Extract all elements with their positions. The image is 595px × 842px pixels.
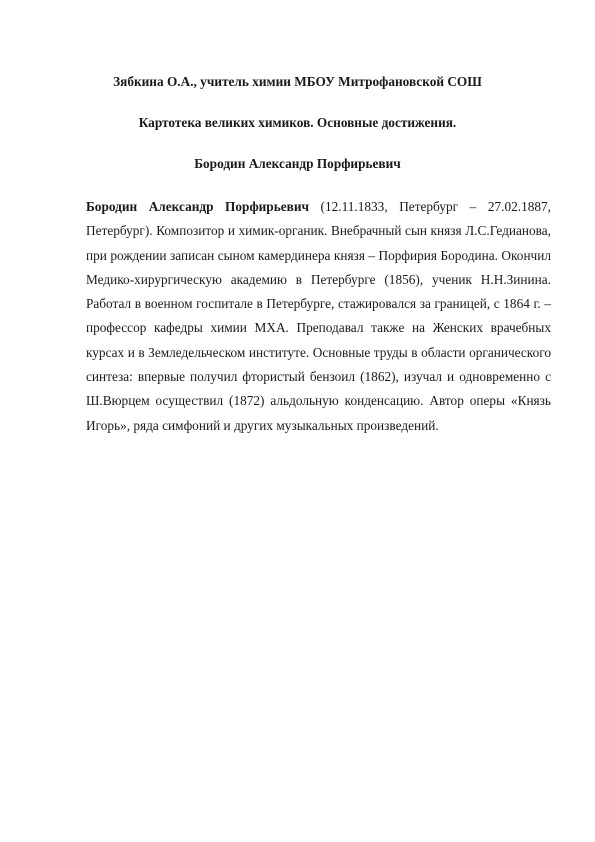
document-title: Картотека великих химиков. Основные достижения. [138,115,457,130]
subject-name-heading: Бородин Александр Порфирьевич [194,156,401,171]
biography-lead-name: Бородин Александр Порфирьевич [86,199,309,214]
biography-text: (12.11.1833, Петербург – 27.02.1887, Петербург). Композитор и химик-органик. Внебрачный сын князя Л.С.Гедианова, при рождении записан сыном камердинера князя – Порфирия Бородина. Окончил Медико-хирургическую академию в Петербурге (1856), ученик Н.Н.Зинина. Работал в военном госпитале в Петербурге, стажировался за границей, с 1864 г. – профессор кафедры химии МХА. Преподавал также на Женских врачебных курсах и в Земледельческом институте. Основные труды в области органического синтеза: впервые получил фтористый бензоил (1862), изучал и одновременно с Ш.Вюрцем осуществил (1872) альдольную конденсацию. Автор оперы «Князь Игорь», ряда симфоний и других музыкальных произведений. [86,199,551,433]
author-line: Зябкина О.А., учитель химии МБОУ Митрофановской СОШ [113,74,482,89]
biography-paragraph [86,195,551,438]
